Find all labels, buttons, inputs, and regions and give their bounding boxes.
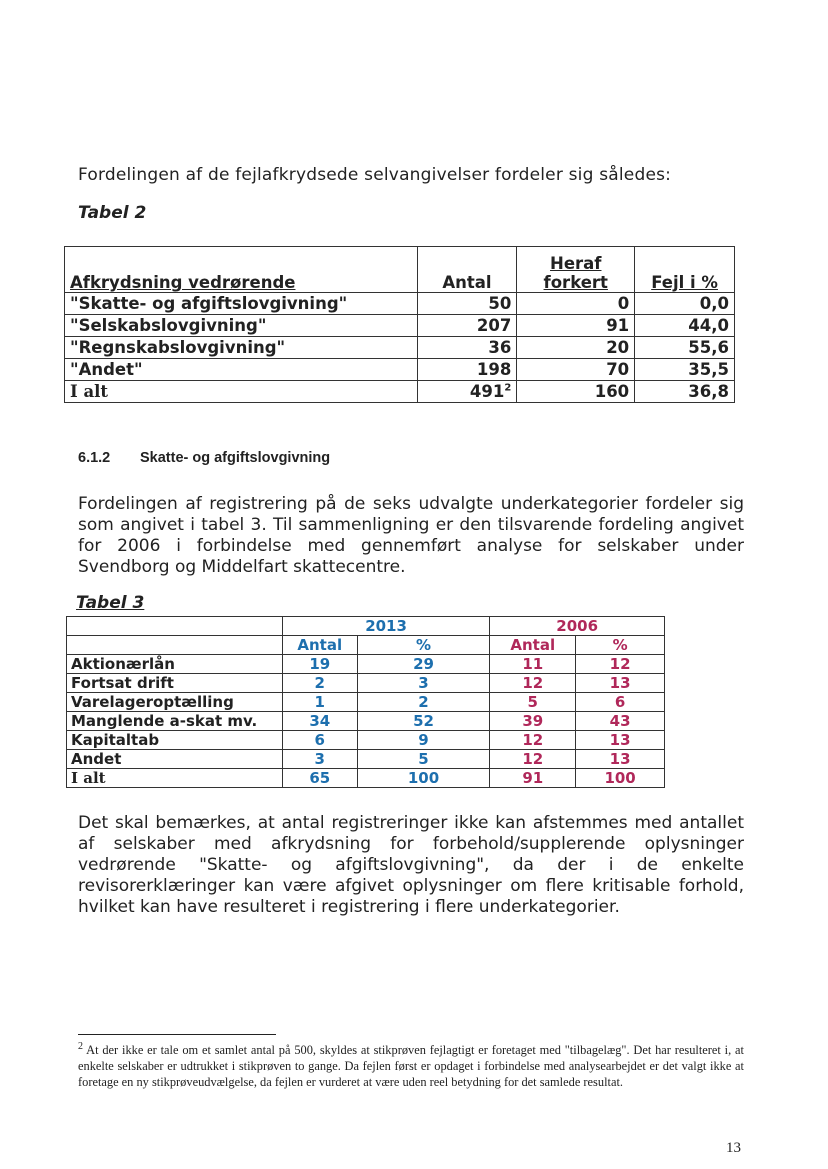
table3-cell-pct-2006: 13 [576,674,665,693]
table3-total-label: I alt [67,769,283,788]
table3-cell-antal-2013: 2 [282,674,357,693]
table3-header-pct-2013: % [357,636,490,655]
table3-cell-antal-2006: 12 [490,750,576,769]
footnote [78,1042,744,1090]
table2-caption: Tabel 2 [78,203,147,223]
table3-cell-antal-2006: 39 [490,712,576,731]
table2-cell-forkert: 0 [517,293,635,315]
table3-cell-antal-2006: 11 [490,655,576,674]
footnote-divider [78,1034,276,1035]
table2-cell-forkert: 20 [517,337,635,359]
table2-total-fejl: 36,8 [635,381,735,403]
table2-total-row [65,381,735,403]
table2-cell-fejl: 44,0 [635,315,735,337]
table-row [65,359,735,381]
table3-cell-label: Varelageroptælling [67,693,283,712]
table2-cell-fejl: 55,6 [635,337,735,359]
table2-cell-label: "Selskabslovgivning" [65,315,418,337]
table3-header-antal-2006: Antal [490,636,576,655]
table-row [67,731,665,750]
table-row [67,674,665,693]
table2-total-antal-value: 491 [469,382,505,401]
table3-cell-pct-2013: 9 [357,731,490,750]
table2-total-antal [417,381,517,403]
table3-total-antal-2006: 91 [490,769,576,788]
table-row [65,337,735,359]
table2-cell-fejl: 0,0 [635,293,735,315]
table3-cell-pct-2013: 3 [357,674,490,693]
table3-cell-pct-2013: 29 [357,655,490,674]
table3-cell-pct-2006: 13 [576,750,665,769]
table3-cell-antal-2006: 12 [490,674,576,693]
table2-cell-forkert: 91 [517,315,635,337]
table3-cell-label: Kapitaltab [67,731,283,750]
table-row [65,293,735,315]
table3-empty-cell [67,636,283,655]
table3-cell-antal-2013: 1 [282,693,357,712]
table3-cell-antal-2013: 3 [282,750,357,769]
table3-cell-label: Aktionærlån [67,655,283,674]
table3-cell-pct-2013: 5 [357,750,490,769]
table3-cell-antal-2013: 34 [282,712,357,731]
table3-total-pct-2006: 100 [576,769,665,788]
table3-year-row [67,617,665,636]
table3-cell-antal-2013: 6 [282,731,357,750]
table2-cell-forkert: 70 [517,359,635,381]
table3-cell-label: Fortsat drift [67,674,283,693]
table3-caption: Tabel 3 [76,593,145,613]
table2-cell-antal: 207 [417,315,517,337]
table3-cell-pct-2006: 43 [576,712,665,731]
table-row [67,693,665,712]
table3-cell-label: Manglende a-skat mv. [67,712,283,731]
table3-year-2006: 2006 [490,617,665,636]
table2-total-forkert: 160 [517,381,635,403]
table3-empty-cell [67,617,283,636]
table2-header-antal: Antal [417,247,517,293]
table2-total-label: I alt [65,381,418,403]
table2-cell-antal: 50 [417,293,517,315]
table3-cell-pct-2013: 52 [357,712,490,731]
page-number: 13 [726,1140,741,1156]
table2-header-afkrydsning: Afkrydsning vedrørende [65,247,418,293]
table-row [65,315,735,337]
table2-header-fejl-pct: Fejl i % [635,247,735,293]
footnote-marker: 2 [78,1040,83,1052]
table2-header-row [65,247,735,293]
footnote-text: At der ikke er tale om et samlet antal på 500, skyldes at stikprøven fejlagtigt er foretaget med "tilbagelæg". Det har resulteret i, at enkelte selskaber er udtrukket i stikprøven to gange. Da fejlen først er opdaget i forbindelse med analysearbejdet er det valgt ikke at foretage en ny stikprøveudvælgelse, da fejlen er vurderet at være uden reel betydning for det samlede resultat. [78,1043,744,1089]
table3-cell-label: Andet [67,750,283,769]
table3-total-antal-2013: 65 [282,769,357,788]
table3-cell-antal-2006: 5 [490,693,576,712]
table3-cell-antal-2006: 12 [490,731,576,750]
table3 [66,616,665,788]
section-title: Skatte- og afgiftslovgivning [140,450,331,466]
table2-cell-label: "Regnskabslovgivning" [65,337,418,359]
table2-cell-label: "Skatte- og afgiftslovgivning" [65,293,418,315]
table3-col-header-row [67,636,665,655]
paragraph-1: Fordelingen af registrering på de seks udvalgte underkategorier fordeler sig som angivet i tabel 3. Til sammenligning er den tilsvarende fordeling angivet for 2006 i forbindelse med gennemført analyse for selskaber under Svendborg og Middelfart skattecentre. [78,494,744,577]
table3-year-2013: 2013 [282,617,490,636]
table3-cell-pct-2013: 2 [357,693,490,712]
table2-cell-antal: 36 [417,337,517,359]
table2-header-heraf-forkert: Heraf forkert [517,247,635,293]
table2 [64,246,735,403]
intro-text: Fordelingen af de fejlafkrydsede selvangivelser fordeler sig således: [78,165,672,185]
table3-cell-pct-2006: 12 [576,655,665,674]
table3-total-pct-2013: 100 [357,769,490,788]
table3-cell-pct-2006: 13 [576,731,665,750]
table2-cell-fejl: 35,5 [635,359,735,381]
table2-cell-label: "Andet" [65,359,418,381]
footnote-ref: 2 [504,382,512,394]
table-row [67,750,665,769]
table3-cell-pct-2006: 6 [576,693,665,712]
paragraph-2: Det skal bemærkes, at antal registreringer ikke kan afstemmes med antallet af selskaber med afkrydsning for forbehold/supplerende oplysninger vedrørende "Skatte- og afgiftslovgivning", da der i de enkelte revisorerklæringer kan være afgivet oplysninger om flere kritisable forhold, hvilket kan have resulteret i registrering i flere underkategorier. [78,813,744,917]
table-row [67,655,665,674]
table3-header-antal-2013: Antal [282,636,357,655]
table3-total-row [67,769,665,788]
table-row [67,712,665,731]
table3-cell-antal-2013: 19 [282,655,357,674]
table2-cell-antal: 198 [417,359,517,381]
table3-header-pct-2006: % [576,636,665,655]
section-number: 6.1.2 [78,450,111,466]
